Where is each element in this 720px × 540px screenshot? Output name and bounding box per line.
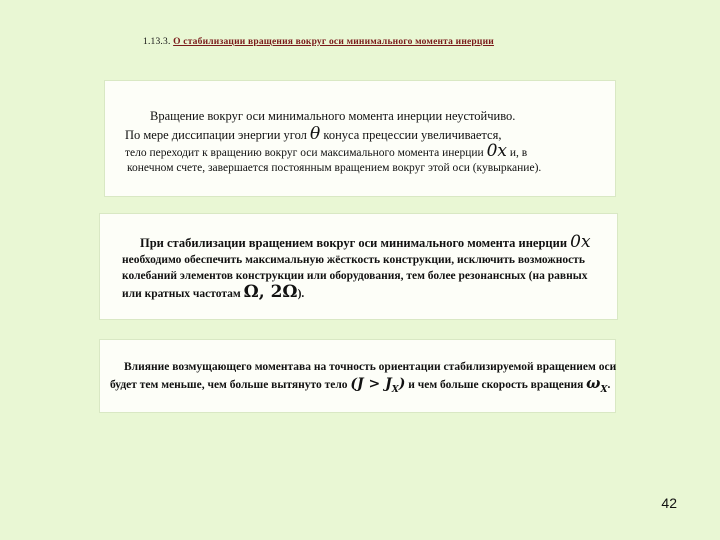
box3-line2: будет тем меньше, чем больше вытянуто тело $(J > J_X)$ и чем больше скорость вращения $\omega_X$. (110, 374, 611, 395)
box2-line4 (122, 282, 305, 302)
page-number: 42 (661, 495, 677, 511)
frequency-symbols: Ω, 2Ω (243, 282, 298, 302)
theta-symbol: θ (310, 124, 321, 144)
text-box-stabilization (99, 213, 618, 320)
box1-line4: конечном счете, завершается постоянным вращением вокруг этой оси (кувыркание). (127, 162, 542, 174)
box3-line2b: и чем больше скорость вращения (408, 379, 584, 391)
box2-line1a: При стабилизации вращением вокруг оси минимального момента инерции (140, 236, 568, 250)
text-box-instability (104, 80, 616, 197)
box1-line1: Вращение вокруг оси минимального момента инерции неустойчиво. (150, 109, 516, 123)
box3-line2a: будет тем меньше, чем больше вытянуто тело (110, 379, 348, 391)
box2-line4a: или кратных частотам (122, 288, 241, 300)
box2-line4b: ). (297, 288, 305, 300)
box1-line2b: конуса прецессии увеличивается, (323, 128, 502, 142)
section-title: О стабилизации вращения вокруг оси минимального момента инерции (173, 37, 494, 47)
axis-symbol-2: 0x (570, 232, 591, 252)
box2-line1 (140, 232, 591, 252)
box2-line3: колебаний элементов конструкции или оборудования, тем более резонансных (на равных (122, 270, 588, 282)
section-header (143, 37, 494, 47)
box3-line1: Влияние возмущающего моментава на точность ориентации стабилизируемой вращением оси (124, 361, 617, 373)
section-number: 1.13.3. (143, 37, 171, 47)
box1-line2 (125, 124, 502, 144)
axis-symbol: 0x (486, 141, 507, 161)
text-box-disturbance (99, 339, 616, 413)
inertia-condition: $(J > J_X)$ (350, 376, 406, 395)
box1-line3a: тело переходит к вращению вокруг оси максимального момента инерции (125, 147, 484, 159)
box1-line2a: По мере диссипации энергии угол (125, 128, 307, 142)
box1-line3 (125, 141, 528, 161)
box1-line3b: и, в (509, 147, 528, 159)
omega-symbol: $\omega_X$ (586, 374, 608, 395)
box2-line2: необходимо обеспечить максимальную жёсткость конструкции, исключить возможность (122, 254, 585, 266)
